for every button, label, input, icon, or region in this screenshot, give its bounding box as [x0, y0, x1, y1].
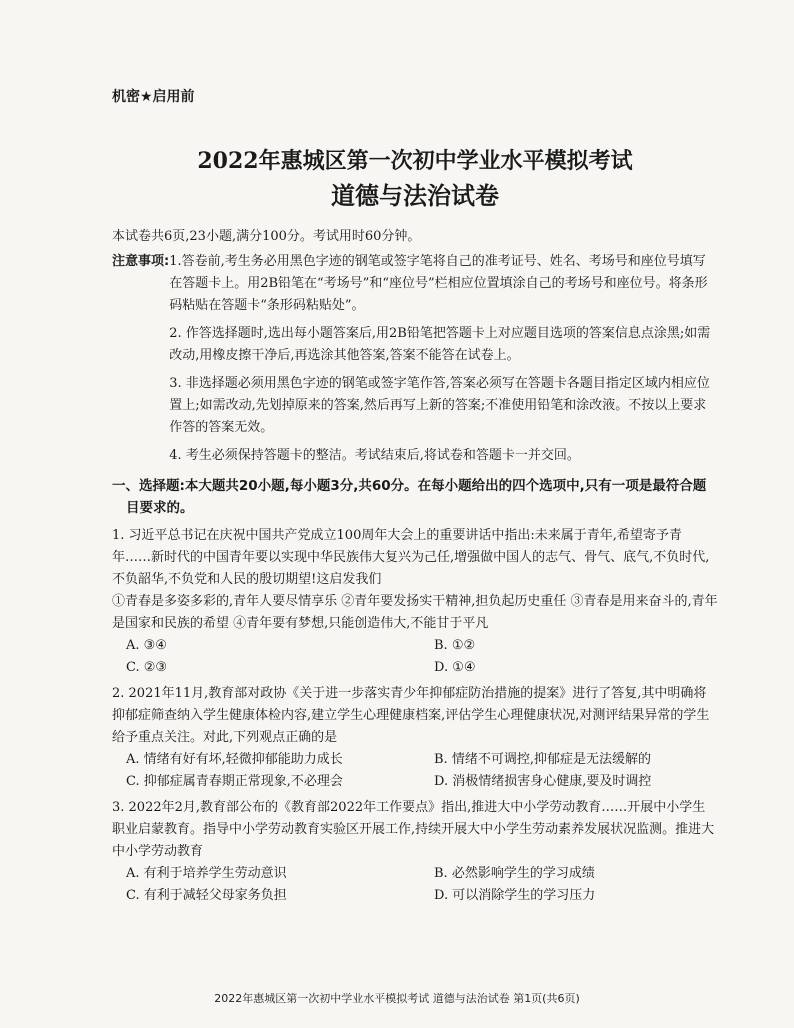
question-2 [112, 683, 718, 793]
option-c: C. 抑郁症属青春期正常现象,不必理会 [126, 774, 343, 789]
notice-item: 2. 作答选择题时,选出每小题答案后,用2B铅笔把答题卡上对应题目选项的答案信息点涂黑;如需改动,用橡皮擦干净后,再选涂其他答案,答案不能答在试卷上。 [169, 326, 711, 363]
option-list [112, 635, 718, 679]
option-d: D. ①④ [434, 660, 476, 675]
question-1 [112, 525, 718, 679]
page-footer: 2022年惠城区第一次初中学业水平模拟考试 道德与法治试卷 第1页(共6页) [214, 992, 580, 1005]
option-a: A. 情绪有好有坏,轻微抑郁能助力成长 [126, 752, 343, 767]
option-b: B. 必然影响学生的学习成绩 [434, 866, 595, 881]
question-stem: 1. 习近平总书记在庆祝中国共产党成立100周年大会上的重要讲话中指出:未来属于青年,希望寄予青年……新时代的中国青年要以实现中华民族伟大复兴为己任,增强做中国人的志气、骨气、底气,不负时代,不负韶华,不负党和人民的殷切期望!这启发我们 [112, 528, 710, 587]
question-statements: ①青春是多姿多彩的,青年人要尽情享乐 ②青年要发扬实干精神,担负起历史重任 ③青春是用来奋斗的,青年是国家和民族的希望 ④青年要有梦想,只能创造伟大,不能甘于平凡 [112, 594, 718, 631]
option-b: B. ①② [434, 638, 476, 653]
section-heading: 一、选择题:本大题共20小题,每小题3分,共60分。在每小题给出的四个选项中,只有一项是最符合题目要求的。 [112, 478, 707, 516]
option-d: D. 可以消除学生的学习压力 [434, 888, 596, 903]
exam-title: 2022年惠城区第一次初中学业水平模拟考试 [197, 148, 633, 174]
option-a: A. 有利于培养学生劳动意识 [126, 866, 287, 881]
option-a: A. ③④ [126, 638, 167, 653]
option-c: C. 有利于减轻父母家务负担 [126, 888, 287, 903]
notice-item: 3. 非选择题必须用黑色字迹的钢笔或签字笔作答,答案必须写在答题卡各题目指定区域内相应位置上;如需改动,先划掉原来的答案,然后再写上新的答案;不准使用铅笔和涂改液。不按以上要求作答的答案无效。 [169, 376, 710, 435]
option-b: B. 情绪不可调控,抑郁症是无法缓解的 [434, 752, 651, 767]
exam-info: 本试卷共6页,23小题,满分100分。考试用时60分钟。 [112, 229, 421, 244]
option-list [112, 863, 718, 907]
option-list [112, 749, 718, 793]
exam-subtitle: 道德与法治试卷 [331, 182, 499, 210]
question-stem: 3. 2022年2月,教育部公布的《教育部2022年工作要点》指出,推进大中小学劳动教育……开展中小学生职业启蒙教育。指导中小学劳动教育实验区开展工作,持续开展大中小学生劳动素养发展状况监测。推进大中小学劳动教育 [112, 800, 715, 859]
notice-label: 注意事项: [112, 254, 170, 269]
notice-list [169, 251, 718, 473]
option-d: D. 消极情绪损害身心健康,要及时调控 [434, 774, 652, 789]
notice-item: 4. 考生必须保持答题卡的整洁。考试结束后,将试卷和答题卡一并交回。 [169, 448, 580, 463]
confidential-label: 机密★启用前 [112, 89, 195, 105]
option-c: C. ②③ [126, 660, 168, 675]
notice-block [112, 251, 718, 473]
question-stem: 2. 2021年11月,教育部对政协《关于进一步落实青少年抑郁症防治措施的提案》进行了答复,其中明确将抑郁症筛查纳入学生健康体检内容,建立学生心理健康档案,评估学生心理健康状况,对测评结果异常的学生给予重点关注。对此,下列观点正确的是 [112, 686, 710, 745]
notice-item: 1.答卷前,考生务必用黑色字迹的钢笔或签字笔将自己的准考证号、姓名、考场号和座位号填写在答题卡上。用2B铅笔在“考场号”和“座位号”栏相应位置填涂自己的考场号和座位号。将条形码粘贴在答题卡“条形码粘贴处”。 [169, 254, 708, 313]
question-3 [112, 797, 718, 907]
